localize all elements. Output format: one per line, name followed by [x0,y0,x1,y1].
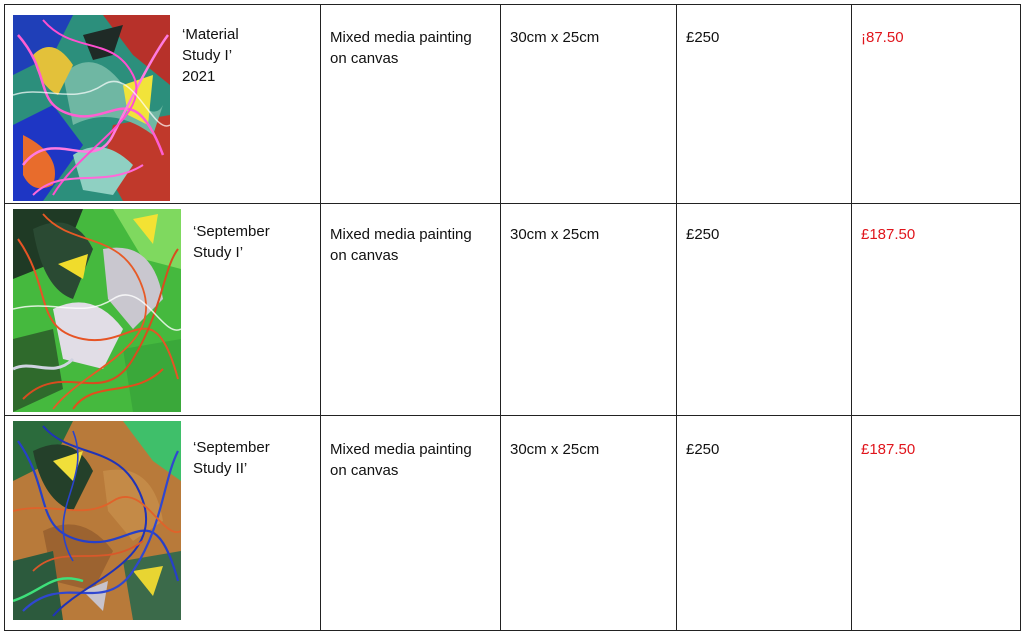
artwork-price: £250 [686,29,720,46]
artwork-cell [5,416,321,631]
artwork-price: £250 [686,226,720,243]
artwork-price: £250 [686,441,720,458]
size-cell [501,204,677,416]
artwork-sale-price: ¡87.50 [861,29,904,46]
table-row [5,5,1021,204]
price-cell [677,416,852,631]
price-cell [677,204,852,416]
artwork-price-table [4,4,1021,631]
sale-price-cell [852,204,1021,416]
medium-cell [321,204,501,416]
medium-cell [321,416,501,631]
artwork-size: 30cm x 25cm [510,226,600,243]
artwork-cell [5,5,321,204]
sale-price-cell [852,5,1021,204]
artwork-sale-price: £187.50 [861,441,916,458]
painting-thumbnail-september-study-i [13,209,181,412]
artwork-medium: Mixed media painting on canvas [330,226,472,264]
sale-price-cell [852,416,1021,631]
price-cell [677,5,852,204]
artwork-size: 30cm x 25cm [510,29,600,46]
table-row [5,204,1021,416]
medium-cell [321,5,501,204]
artwork-cell [5,204,321,416]
painting-thumbnail-september-study-ii [13,421,181,620]
size-cell [501,5,677,204]
table-row [5,416,1021,631]
painting-thumbnail-material-study-i [13,15,170,201]
artwork-medium: Mixed media painting on canvas [330,441,472,479]
artwork-title: ‘Material Study I’ 2021 [182,26,239,85]
artwork-size: 30cm x 25cm [510,441,600,458]
artwork-title: ‘September Study I’ [193,223,270,261]
size-cell [501,416,677,631]
artwork-medium: Mixed media painting on canvas [330,29,472,67]
artwork-sale-price: £187.50 [861,226,916,243]
artwork-title: ‘September Study II’ [193,439,270,477]
